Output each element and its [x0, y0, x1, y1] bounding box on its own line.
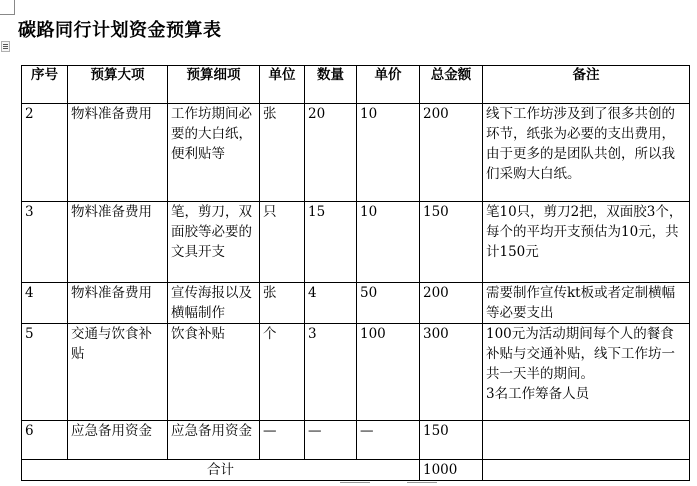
- page-edge-mark: [407, 482, 437, 486]
- header-price: 单价: [357, 66, 420, 104]
- cell-item: 饮食补贴: [168, 324, 260, 421]
- note-text: 线下工作坊涉及到了很多共创的环节，纸张为必要的支出费用，由于更多的是团队共创，所以我们采购大白纸。: [486, 106, 675, 182]
- cell-no: 3: [22, 202, 68, 283]
- cell-note: [483, 104, 690, 202]
- cell-no: 5: [22, 324, 68, 421]
- cell-unit: 只: [260, 202, 305, 283]
- cell-price: 10: [357, 104, 420, 202]
- cell-qty: —: [305, 421, 357, 460]
- cell-category: 交通与饮食补贴: [68, 324, 168, 421]
- table-row: [22, 283, 690, 324]
- cell-unit: 张: [260, 104, 305, 202]
- cell-unit: 张: [260, 283, 305, 324]
- crop-mark: [0, 0, 15, 15]
- total-note-empty: [483, 460, 690, 481]
- cell-total: 200: [420, 104, 483, 202]
- budget-table: [21, 65, 690, 481]
- cell-category: 物料准备费用: [68, 104, 168, 202]
- total-amount: 1000: [420, 460, 483, 481]
- header-item: 预算细项: [168, 66, 260, 104]
- cell-price: 10: [357, 202, 420, 283]
- cell-item: 笔，剪刀，双面胶等必要的文具开支: [168, 202, 260, 283]
- cell-total: 300: [420, 324, 483, 421]
- cell-note: [483, 283, 690, 324]
- cell-total: 200: [420, 283, 483, 324]
- header-total: 总金额: [420, 66, 483, 104]
- table-anchor-icon[interactable]: [1, 41, 10, 52]
- cell-item: 应急备用资金: [168, 421, 260, 460]
- note-text: 需要制作宣传kt板或者定制横幅等必要支出: [486, 285, 676, 321]
- cell-qty: 20: [305, 104, 357, 202]
- cell-total: 150: [420, 421, 483, 460]
- cell-note: [483, 202, 690, 283]
- cell-note: [483, 324, 690, 421]
- cell-qty: 3: [305, 324, 357, 421]
- note-text: [486, 421, 686, 441]
- note-text: 100元为活动期间每个人的餐食补贴与交通补贴，线下工作坊一共一天半的期间。: [486, 326, 675, 382]
- table-total-row: [22, 460, 690, 481]
- cell-category: 物料准备费用: [68, 283, 168, 324]
- total-label: 合计: [22, 460, 420, 481]
- cell-no: 2: [22, 104, 68, 202]
- cell-item: 宣传海报以及横幅制作: [168, 283, 260, 324]
- header-category: 预算大项: [68, 66, 168, 104]
- note-text-line-2: 3名工作筹备人员: [486, 386, 590, 402]
- table-row: [22, 421, 690, 460]
- cell-category: 物料准备费用: [68, 202, 168, 283]
- table-header-row: [22, 66, 690, 104]
- header-qty: 数量: [305, 66, 357, 104]
- cell-note: [483, 421, 690, 460]
- cell-qty: 15: [305, 202, 357, 283]
- table-row: [22, 324, 690, 421]
- cell-price: 100: [357, 324, 420, 421]
- cell-price: —: [357, 421, 420, 460]
- cell-unit: 个: [260, 324, 305, 421]
- cell-no: 4: [22, 283, 68, 324]
- header-unit: 单位: [260, 66, 305, 104]
- cell-price: 50: [357, 283, 420, 324]
- header-note: 备注: [483, 66, 690, 104]
- document-title: 碳路同行计划资金预算表: [18, 20, 222, 41]
- header-no: 序号: [22, 66, 68, 104]
- cell-no: 6: [22, 421, 68, 460]
- table-row: [22, 104, 690, 202]
- cell-qty: 4: [305, 283, 357, 324]
- cell-unit: —: [260, 421, 305, 460]
- cell-total: 150: [420, 202, 483, 283]
- page-edge-mark: [340, 482, 370, 486]
- cell-category: 应急备用资金: [68, 421, 168, 460]
- note-text: 笔10只，剪刀2把，双面胶3个，每个的平均开支预估为10元，共计150元: [486, 204, 683, 260]
- cell-item: 工作坊期间必要的大白纸，便利贴等: [168, 104, 260, 202]
- table-row: [22, 202, 690, 283]
